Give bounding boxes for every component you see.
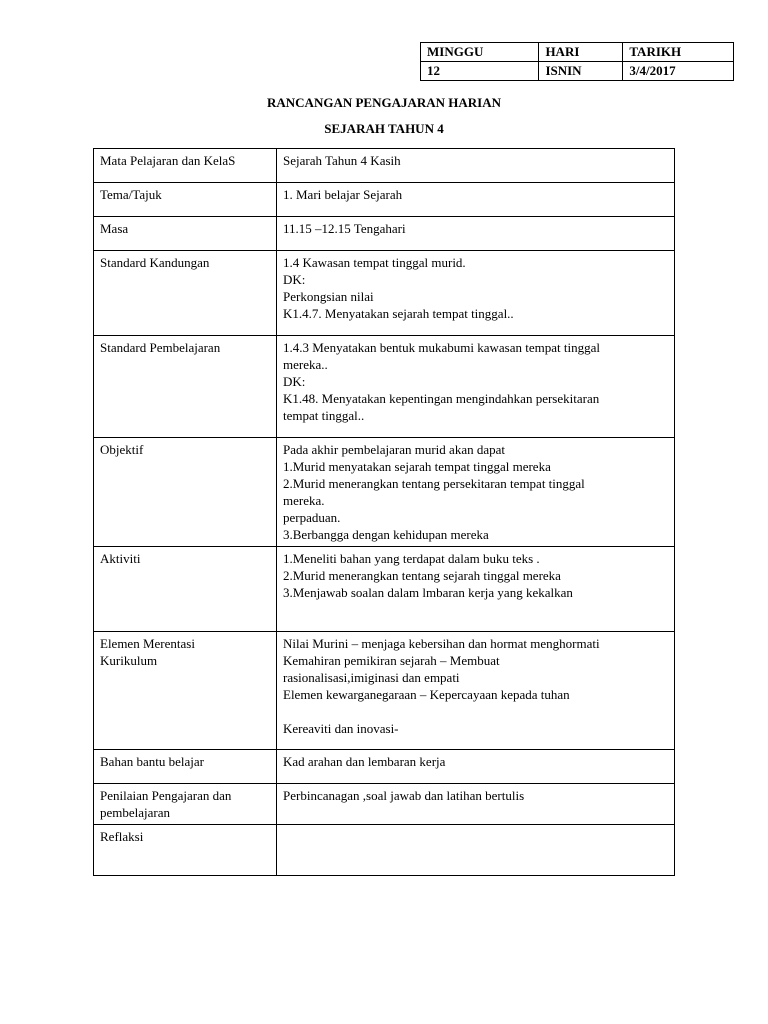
row-content: [277, 750, 675, 784]
content-line: 11.15 –12.15 Tengahari: [283, 221, 406, 236]
content-line: 1.4.3 Menyatakan bentuk mukabumi kawasan tempat tinggal: [283, 340, 600, 355]
day-label: HARI: [539, 43, 623, 62]
row-content-standard: [94, 251, 675, 336]
row-content: [277, 547, 675, 632]
week-day-date-table: [420, 42, 734, 81]
label-line: Mata Pelajaran dan KelaS: [100, 153, 236, 168]
row-teaching-aids: [94, 750, 675, 784]
header-label-row: [421, 43, 734, 62]
document-subtitle: SEJARAH TAHUN 4: [324, 121, 444, 136]
row-theme-topic: [94, 183, 675, 217]
document-title: RANCANGAN PENGAJARAN HARIAN: [267, 95, 501, 110]
content-line: 1.Meneliti bahan yang terdapat dalam buku teks .: [283, 551, 540, 566]
row-content: [277, 825, 675, 876]
content-line: K1.48. Menyatakan kepentingan mengindahkan persekitaran: [283, 391, 600, 406]
row-assessment: [94, 784, 675, 825]
row-content: [277, 251, 675, 336]
content-line: 2.Murid menerangkan tentang sejarah tinggal mereka: [283, 568, 561, 583]
row-label: [94, 217, 277, 251]
lesson-plan-table: [93, 148, 675, 876]
content-line: DK:: [283, 374, 306, 389]
content-line: Perkongsian nilai: [283, 289, 374, 304]
content-line: Kemahiran pemikiran sejarah – Membuat: [283, 653, 500, 668]
content-line: Nilai Murini – menjaga kebersihan dan hormat menghormati: [283, 636, 600, 651]
label-line: Tema/Tajuk: [100, 187, 162, 202]
label-line: Kurikulum: [100, 653, 158, 668]
row-label: [94, 750, 277, 784]
row-content: [277, 183, 675, 217]
content-line: K1.4.7. Menyatakan sejarah tempat tinggal..: [283, 306, 514, 321]
row-activity: [94, 547, 675, 632]
label-line: Masa: [100, 221, 129, 236]
label-line: Bahan bantu belajar: [100, 754, 204, 769]
day-value: ISNIN: [539, 62, 623, 81]
header-value-row: [421, 62, 734, 81]
content-line: 1. Mari belajar Sejarah: [283, 187, 403, 202]
row-reflection: [94, 825, 675, 876]
content-line: tempat tinggal..: [283, 408, 365, 423]
row-label: [94, 547, 277, 632]
row-content: [277, 149, 675, 183]
content-line: perpaduan.: [283, 510, 341, 525]
row-label: [94, 784, 277, 825]
label-line: Standard Kandungan: [100, 255, 210, 270]
content-line: Kad arahan dan lembaran kerja: [283, 754, 446, 769]
row-content: [277, 336, 675, 438]
row-label: [94, 251, 277, 336]
content-line: Elemen kewarganegaraan – Kepercayaan kepada tuhan: [283, 687, 570, 702]
content-line: DK:: [283, 272, 306, 287]
row-label: [94, 438, 277, 547]
label-line: Standard Pembelajaran: [100, 340, 221, 355]
label-line: Reflaksi: [100, 829, 144, 844]
content-line: Perbincanagan ,soal jawab dan latihan bertulis: [283, 788, 525, 803]
row-objective: [94, 438, 675, 547]
label-line: pembelajaran: [100, 805, 171, 820]
lesson-plan-body: [94, 149, 675, 876]
content-line: Kereaviti dan inovasi-: [283, 721, 399, 736]
content-line: 1.4 Kawasan tempat tinggal murid.: [283, 255, 466, 270]
row-label: [94, 149, 277, 183]
row-label: [94, 183, 277, 217]
content-line: 1.Murid menyatakan sejarah tempat tinggal mereka: [283, 459, 551, 474]
date-value: 3/4/2017: [623, 62, 734, 81]
content-line: 3.Berbangga dengan kehidupan mereka: [283, 527, 489, 542]
content-line: rasionalisasi,imiginasi dan empati: [283, 670, 460, 685]
row-content: [277, 217, 675, 251]
label-line: Objektif: [100, 442, 144, 457]
row-label: [94, 825, 277, 876]
content-line: [283, 703, 668, 720]
label-line: Elemen Merentasi: [100, 636, 195, 651]
content-line: Pada akhir pembelajaran murid akan dapat: [283, 442, 505, 457]
row-content: [277, 632, 675, 750]
row-learning-standard: [94, 336, 675, 438]
row-cross-curricular: [94, 632, 675, 750]
row-subject-class: [94, 149, 675, 183]
row-content: [277, 784, 675, 825]
content-line: Sejarah Tahun 4 Kasih: [283, 153, 401, 168]
row-time: [94, 217, 675, 251]
label-line: Penilaian Pengajaran dan: [100, 788, 232, 803]
content-line: 3.Menjawab soalan dalam lmbaran kerja yang kekalkan: [283, 585, 573, 600]
week-label: MINGGU: [421, 43, 539, 62]
row-label: [94, 632, 277, 750]
content-line: mereka.: [283, 493, 325, 508]
week-value: 12: [421, 62, 539, 81]
date-label: TARIKH: [623, 43, 734, 62]
row-label: [94, 336, 277, 438]
row-content: [277, 438, 675, 547]
content-line: mereka..: [283, 357, 328, 372]
label-line: Aktiviti: [100, 551, 141, 566]
content-line: 2.Murid menerangkan tentang persekitaran tempat tinggal: [283, 476, 585, 491]
